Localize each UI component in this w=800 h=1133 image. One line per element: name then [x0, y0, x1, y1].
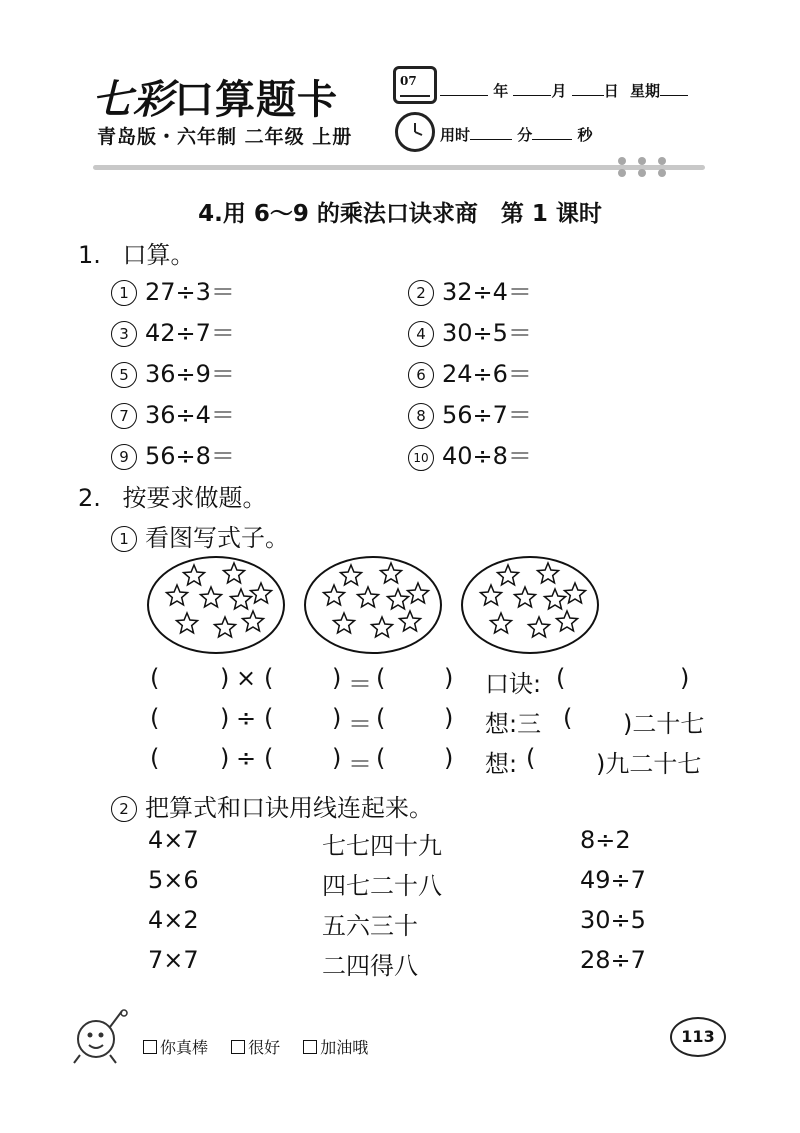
star-icon — [557, 611, 578, 631]
day-blank[interactable] — [572, 81, 604, 96]
star-icon — [400, 611, 421, 631]
calc-item — [111, 436, 235, 471]
calc-item — [111, 272, 235, 307]
page-number: 113 — [670, 1017, 726, 1057]
mascot-icon — [70, 1005, 132, 1067]
expr-p3: ( — [376, 664, 386, 692]
expr-p1: ( — [150, 664, 160, 692]
expr-p3: ( — [376, 704, 386, 732]
calc-item — [408, 313, 532, 348]
item-expression: 24÷6＝ — [442, 360, 532, 388]
match-left-item[interactable]: 4×7 — [148, 826, 199, 854]
expr-c1: ) — [220, 664, 230, 692]
checkbox-icon[interactable] — [143, 1040, 157, 1054]
item-number: 8 — [408, 403, 434, 429]
expr-tail-label: 想: — [485, 750, 518, 778]
star-icon — [324, 585, 345, 605]
q2-sub2-heading: 2 把算式和口诀用线连起来。 — [111, 788, 433, 823]
match-right-item[interactable]: 49÷7 — [580, 866, 646, 894]
star-icon — [408, 583, 429, 603]
match-left-item[interactable]: 4×2 — [148, 906, 199, 934]
feedback-options — [143, 1035, 368, 1058]
star-icon — [231, 589, 252, 609]
star-icon — [201, 587, 222, 607]
match-left-item[interactable]: 7×7 — [148, 946, 199, 974]
expr-op1: ÷ — [236, 704, 257, 732]
star-icon — [334, 613, 355, 633]
expr-op1: ÷ — [236, 744, 257, 772]
expr-c2: ) — [332, 704, 342, 732]
calendar-icon: 07 — [393, 66, 437, 104]
expr-c3: ) — [444, 744, 454, 772]
star-icon — [538, 563, 559, 583]
expr-c1: ) — [220, 744, 230, 772]
time-fields: 用时 分 秒 — [440, 126, 593, 144]
expr-tail-a: ( — [556, 664, 566, 692]
expr-c3: ) — [444, 664, 454, 692]
edition-label: 青岛版・六年制 二年级 上册 — [97, 126, 353, 148]
item-number: 9 — [111, 444, 137, 470]
star-icon — [498, 565, 519, 585]
star-group — [304, 556, 442, 654]
calc-item — [111, 395, 235, 430]
item-number: 10 — [408, 445, 434, 471]
binder-ring — [620, 157, 624, 177]
q1-heading: 1. 口算。 — [78, 241, 195, 269]
calc-item — [408, 436, 532, 471]
expr-c1: ) — [220, 704, 230, 732]
answer-blank[interactable] — [384, 748, 442, 774]
match-left-item[interactable]: 5×6 — [148, 866, 199, 894]
calc-item — [111, 313, 235, 348]
checkbox-icon[interactable] — [231, 1040, 245, 1054]
calc-item — [408, 395, 532, 430]
item-expression: 36÷4＝ — [145, 401, 235, 429]
header-divider — [93, 165, 705, 170]
match-middle-item[interactable]: 五六三十 — [322, 912, 418, 940]
item-expression: 36÷9＝ — [145, 360, 235, 388]
weekday-blank[interactable] — [660, 81, 688, 96]
date-fields: 年 月 日 星期 — [440, 80, 688, 101]
minutes-blank[interactable] — [470, 125, 512, 140]
item-expression: 32÷4＝ — [442, 278, 532, 306]
calc-item — [111, 354, 235, 389]
expr-tail-b: ) — [680, 664, 690, 692]
expr-p2: ( — [264, 704, 274, 732]
calc-item — [408, 354, 532, 389]
answer-blank[interactable] — [272, 668, 330, 694]
clock-icon — [395, 112, 435, 152]
item-number: 1 — [111, 280, 137, 306]
lesson-title: 4.用 6～9 的乘法口诀求商 第 1 课时 — [198, 201, 602, 227]
answer-blank[interactable] — [384, 668, 442, 694]
expr-op1: × — [236, 664, 257, 692]
star-icon — [381, 563, 402, 583]
year-blank[interactable] — [440, 81, 488, 96]
q2-sub1-heading: 1 看图写式子。 — [111, 518, 289, 553]
item-expression: 56÷7＝ — [442, 401, 532, 429]
expr-c2: ) — [332, 664, 342, 692]
item-number: 7 — [111, 403, 137, 429]
item-number: 3 — [111, 321, 137, 347]
answer-blank[interactable] — [272, 748, 330, 774]
star-icon — [358, 587, 379, 607]
expr-p3: ( — [376, 744, 386, 772]
match-middle-item[interactable]: 二四得八 — [322, 952, 418, 980]
match-right-item[interactable]: 30÷5 — [580, 906, 646, 934]
month-blank[interactable] — [513, 81, 551, 96]
expr-tail-label: 口诀: — [485, 670, 542, 698]
expr-tail-b: )二十七 — [623, 710, 705, 738]
item-expression: 27÷3＝ — [145, 278, 235, 306]
expr-c3: ) — [444, 704, 454, 732]
item-number: 5 — [111, 362, 137, 388]
item-number: 4 — [408, 321, 434, 347]
star-icon — [515, 587, 536, 607]
expr-eq: ＝ — [348, 750, 372, 778]
expr-tail-b: )九二十七 — [596, 750, 702, 778]
answer-blank[interactable] — [158, 748, 218, 774]
expr-tail-label: 想:三 — [485, 710, 542, 738]
item-expression: 30÷5＝ — [442, 319, 532, 347]
feedback-try[interactable]: 加油哦 — [303, 1038, 368, 1057]
star-icon — [184, 565, 205, 585]
expr-p2: ( — [264, 744, 274, 772]
match-right-item[interactable]: 8÷2 — [580, 826, 631, 854]
answer-blank[interactable] — [272, 708, 330, 734]
star-group — [461, 556, 599, 654]
star-icon — [481, 585, 502, 605]
seconds-blank[interactable] — [532, 125, 572, 140]
star-icon — [529, 617, 550, 637]
expr-p1: ( — [150, 744, 160, 772]
star-icon — [491, 613, 512, 633]
expr-tail-a: ( — [563, 704, 573, 732]
match-right-item[interactable]: 28÷7 — [580, 946, 646, 974]
star-icon — [251, 583, 272, 603]
star-icon — [341, 565, 362, 585]
feedback-great[interactable]: 你真棒 — [143, 1038, 208, 1057]
match-middle-item[interactable]: 七七四十九 — [322, 832, 442, 860]
expr-eq: ＝ — [348, 670, 372, 698]
answer-blank[interactable] — [384, 708, 442, 734]
feedback-good[interactable]: 很好 — [231, 1038, 280, 1057]
star-icon — [545, 589, 566, 609]
binder-ring — [640, 157, 644, 177]
expr-tail-a: ( — [526, 744, 536, 772]
match-middle-item[interactable]: 四七二十八 — [322, 872, 442, 900]
expr-p1: ( — [150, 704, 160, 732]
item-number: 6 — [408, 362, 434, 388]
star-icon — [565, 583, 586, 603]
calc-item — [408, 272, 532, 307]
answer-blank[interactable] — [158, 668, 218, 694]
star-icon — [177, 613, 198, 633]
star-icon — [224, 563, 245, 583]
checkbox-icon[interactable] — [303, 1040, 317, 1054]
star-icon — [167, 585, 188, 605]
star-group — [147, 556, 285, 654]
star-icon — [215, 617, 236, 637]
item-expression: 40÷8＝ — [442, 442, 532, 470]
answer-blank[interactable] — [158, 708, 218, 734]
binder-ring — [660, 157, 664, 177]
item-number: 2 — [408, 280, 434, 306]
q2-heading: 2. 按要求做题。 — [78, 484, 267, 512]
star-icon — [243, 611, 264, 631]
star-icon — [372, 617, 393, 637]
item-expression: 56÷8＝ — [145, 442, 235, 470]
item-expression: 42÷7＝ — [145, 319, 235, 347]
brand-title: 七彩口算题卡 — [92, 76, 338, 123]
expr-eq: ＝ — [348, 710, 372, 738]
star-icon — [388, 589, 409, 609]
expr-c2: ) — [332, 744, 342, 772]
expr-p2: ( — [264, 664, 274, 692]
